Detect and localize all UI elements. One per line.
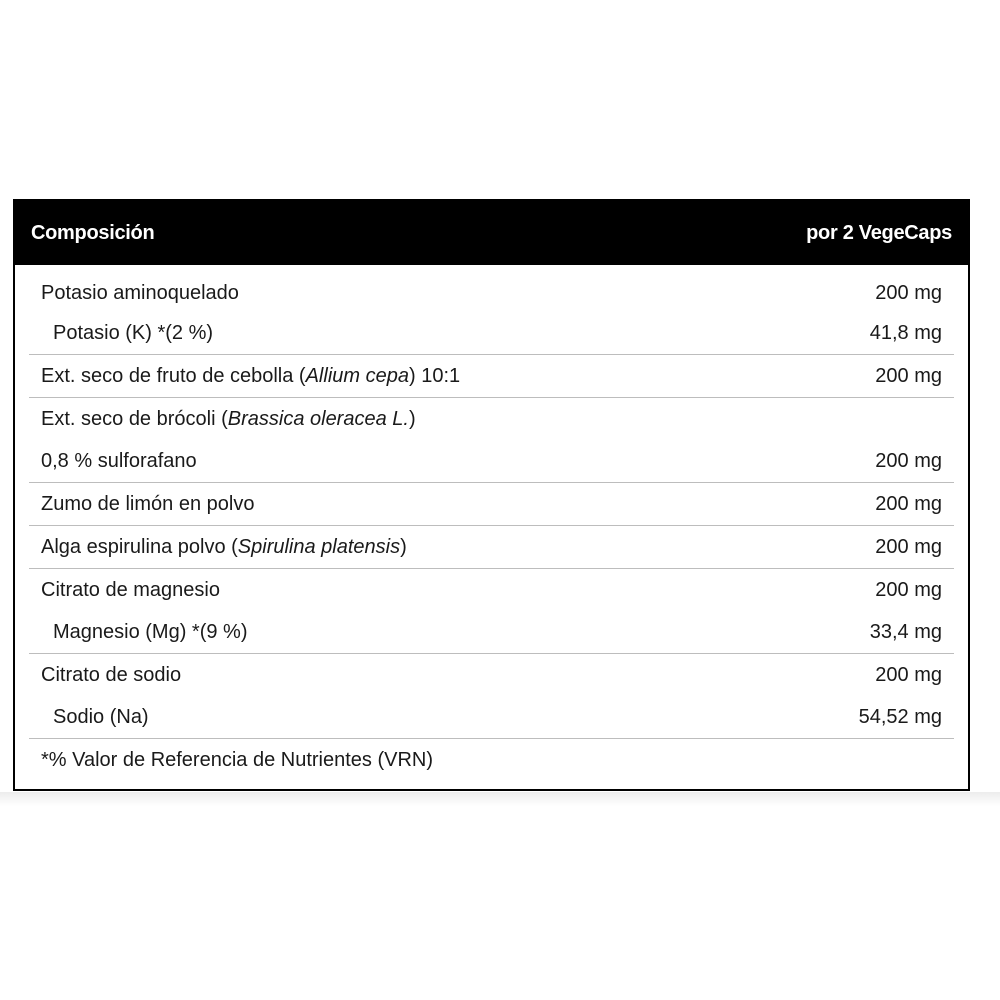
row-label: Sodio (Na): [53, 705, 149, 728]
row-value: 33,4 mg: [869, 620, 942, 643]
table-row: [29, 483, 954, 525]
footnote: *% Valor de Referencia de Nutrientes (VRN): [41, 748, 434, 771]
row-label: Potasio aminoquelado: [41, 282, 239, 304]
group-cebolla: [29, 355, 954, 398]
table-row: [29, 696, 954, 738]
group-limon: [29, 483, 954, 526]
header-serving: por 2 VegeCaps: [806, 221, 952, 244]
row-label: Magnesio (Mg) *(9 %): [53, 620, 248, 643]
row-label: Zumo de limón en polvo: [41, 492, 255, 515]
row-value: 200 mg: [875, 492, 942, 515]
header-composition: Composición: [31, 221, 155, 244]
row-label: Ext. seco de brócoli (Brassica oleracea L.): [41, 407, 416, 430]
row-value: 200 mg: [875, 535, 942, 558]
table-row: [29, 611, 954, 653]
table-row: [29, 265, 954, 312]
table-header: [15, 201, 968, 265]
bottom-divider: [0, 792, 1000, 806]
table-row: [29, 355, 954, 397]
row-value: 200 mg: [875, 282, 942, 304]
group-footnote: [29, 739, 954, 781]
row-value: 200 mg: [875, 663, 942, 686]
group-potasio: [29, 265, 954, 355]
row-value: 200 mg: [875, 578, 942, 601]
table-body: [15, 265, 968, 781]
group-brocoli: [29, 398, 954, 483]
row-label: Alga espirulina polvo (Spirulina platensis): [41, 535, 407, 558]
table-row: [29, 312, 954, 354]
table-row: [29, 739, 954, 781]
table-row: [29, 569, 954, 611]
row-label: Citrato de sodio: [41, 663, 182, 686]
table-row: [29, 398, 954, 440]
composition-table: [13, 199, 970, 791]
row-value: 200 mg: [875, 364, 942, 387]
row-label: Potasio (K) *(2 %): [53, 321, 214, 344]
table-row: [29, 654, 954, 696]
group-sodio: [29, 654, 954, 739]
row-value: 41,8 mg: [869, 321, 942, 344]
row-label: 0,8 % sulforafano: [41, 449, 197, 472]
row-value: 200 mg: [875, 449, 942, 472]
row-label: Citrato de magnesio: [41, 578, 220, 601]
table-row: [29, 440, 954, 482]
row-label: Ext. seco de fruto de cebolla (Allium cepa) 10:1: [41, 364, 461, 387]
group-magnesio: [29, 569, 954, 654]
row-value: 54,52 mg: [858, 705, 942, 728]
group-espirulina: [29, 526, 954, 569]
table-row: [29, 526, 954, 568]
